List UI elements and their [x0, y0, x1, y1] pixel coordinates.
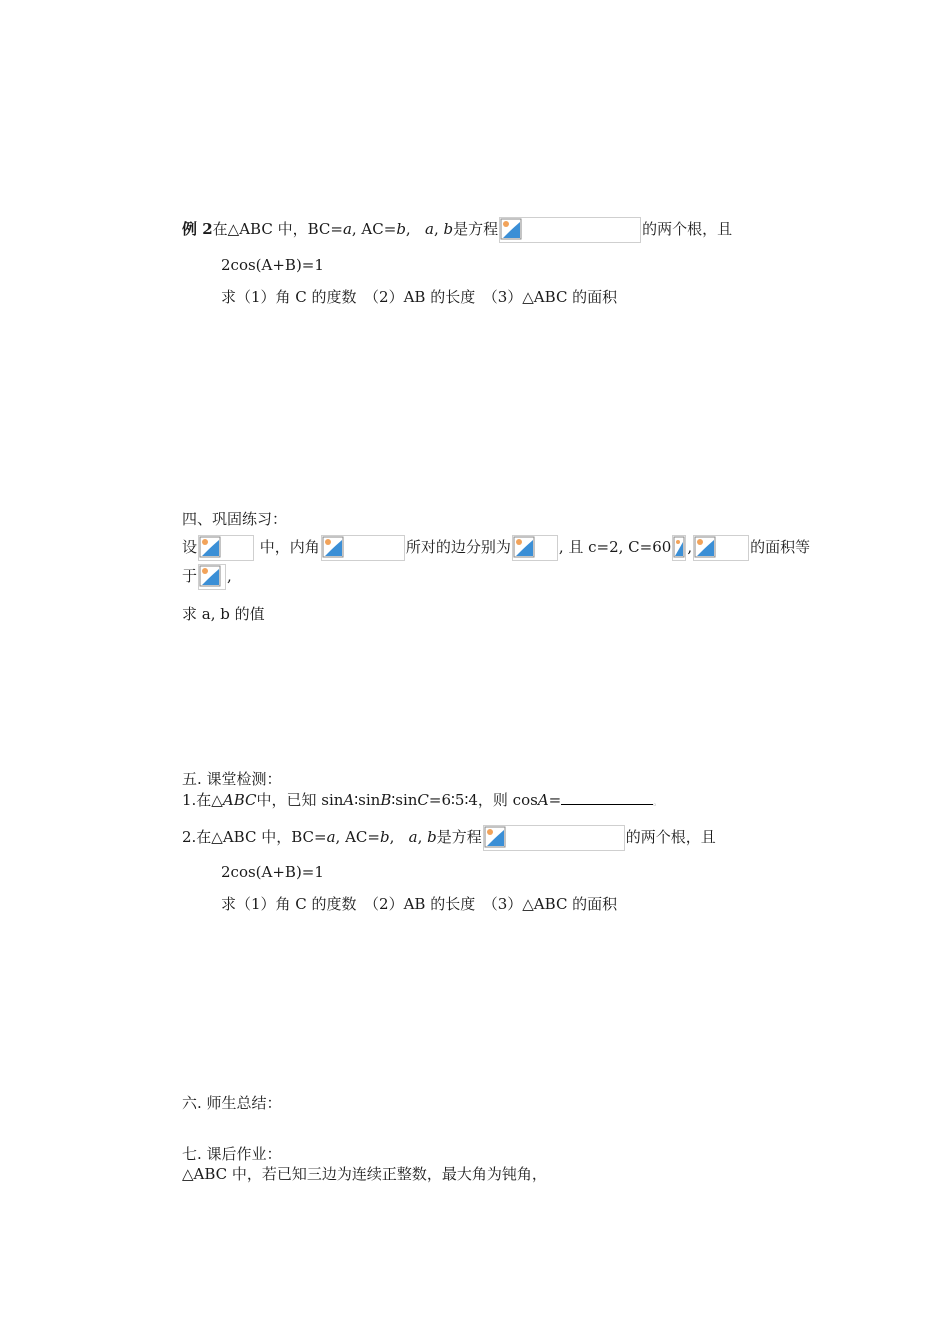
example2-line3: 求（1）角 C 的度数 （2）AB 的长度 （3）△ABC 的面积 [221, 288, 618, 306]
section7-text: △ABC 中，若已知三边为连续正整数，最大角为钝角， [182, 1165, 547, 1183]
answer-blank[interactable] [561, 790, 653, 805]
example2-line2: 2cos(A+B)=1 [221, 256, 324, 274]
section4-ask: 求 a, b 的值 [182, 605, 265, 623]
section4-title: 四、巩固练习： [182, 510, 288, 528]
section4-problem-line1: 设 中，内角 所对的边分别为 , 且 c=2, C=60 , 的面积等 [182, 535, 810, 557]
angles-image-icon [321, 535, 405, 561]
sides-image-icon [512, 535, 558, 561]
section7-title: 七. 课后作业： [182, 1145, 282, 1163]
area-value-image-icon [198, 564, 226, 590]
example-label: 例 2 [182, 220, 213, 238]
example2-line1: 例 2在△ABC 中，BC=a, AC=b, a, b是方程 的两个根，且 [182, 217, 732, 239]
section5-title: 五. 课堂检测： [182, 770, 282, 788]
triangle-area-image-icon [693, 535, 749, 561]
section5-question2-line1: 2.在△ABC 中，BC=a, AC=b, a, b是方程 的两个根，且 [182, 825, 716, 847]
triangle-image-icon [198, 535, 254, 561]
equation-image-icon [499, 217, 641, 243]
section6-title: 六. 师生总结： [182, 1094, 282, 1112]
section5-question2-line2: 2cos(A+B)=1 [221, 863, 324, 881]
section4-problem-line2: 于 , [182, 564, 232, 586]
section5-question2-line3: 求（1）角 C 的度数 （2）AB 的长度 （3）△ABC 的面积 [221, 895, 618, 913]
equation-image-icon [483, 825, 625, 851]
section5-question1: 1.在△ABC中，已知 sinA∶sinB∶sinC=6∶5∶4，则 cosA= 。 [182, 791, 662, 809]
degree-image-icon [672, 535, 686, 561]
